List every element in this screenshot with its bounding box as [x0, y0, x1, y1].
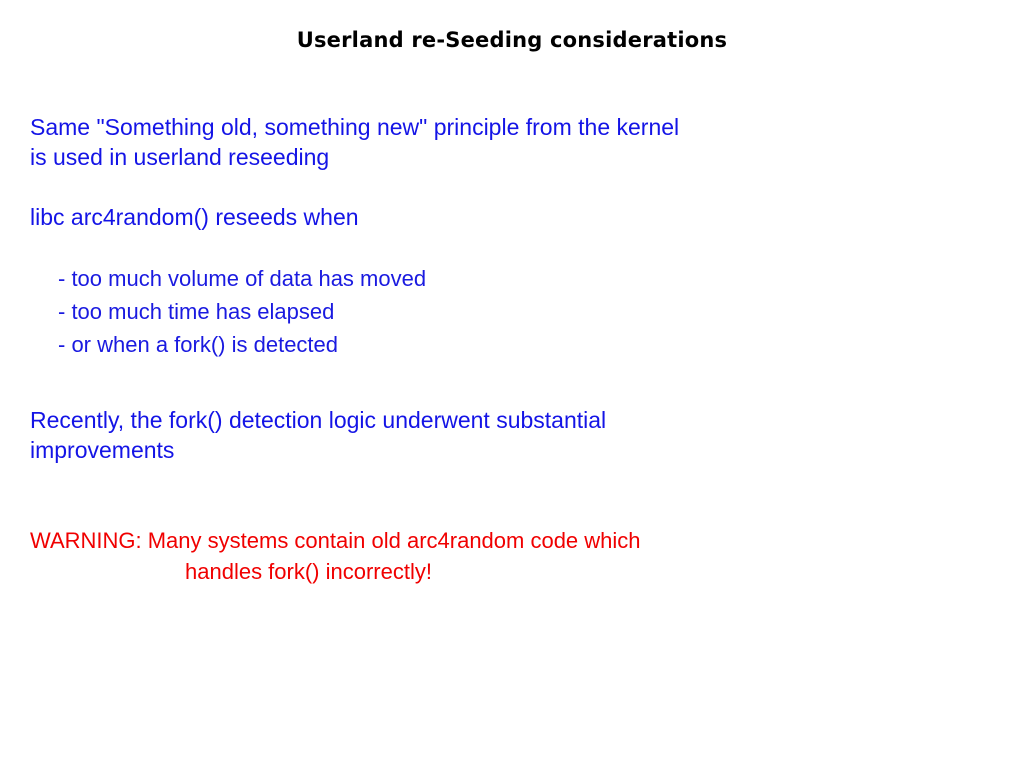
reseed-conditions-list [30, 262, 990, 361]
slide-body [30, 112, 990, 587]
list-item: - or when a fork() is detected [58, 332, 339, 357]
recent-improvements-line-1: Recently, the fork() detection logic underwent substantial [30, 407, 607, 433]
spacer [30, 495, 990, 525]
list-item: - too much time has elapsed [58, 299, 335, 324]
intro-paragraph-line-1: Same "Something old, something new" principle from the kernel [30, 114, 680, 140]
spacer [30, 465, 990, 495]
page-title: Userland re-Seeding considerations [296, 28, 728, 52]
spacer [30, 361, 990, 391]
warning-text-line-1: WARNING: Many systems contain old arc4random code which [30, 528, 641, 553]
list-item: - too much volume of data has moved [58, 266, 427, 291]
intro-paragraph-line-2: is used in userland reseeding [30, 144, 330, 170]
warning-text-line-2: handles fork() incorrectly! [185, 559, 432, 584]
spacer [30, 391, 990, 405]
spacer [30, 172, 990, 202]
recent-improvements-line-2: improvements [30, 437, 175, 463]
spacer [30, 232, 990, 262]
reseed-header: libc arc4random() reseeds when [30, 204, 359, 230]
